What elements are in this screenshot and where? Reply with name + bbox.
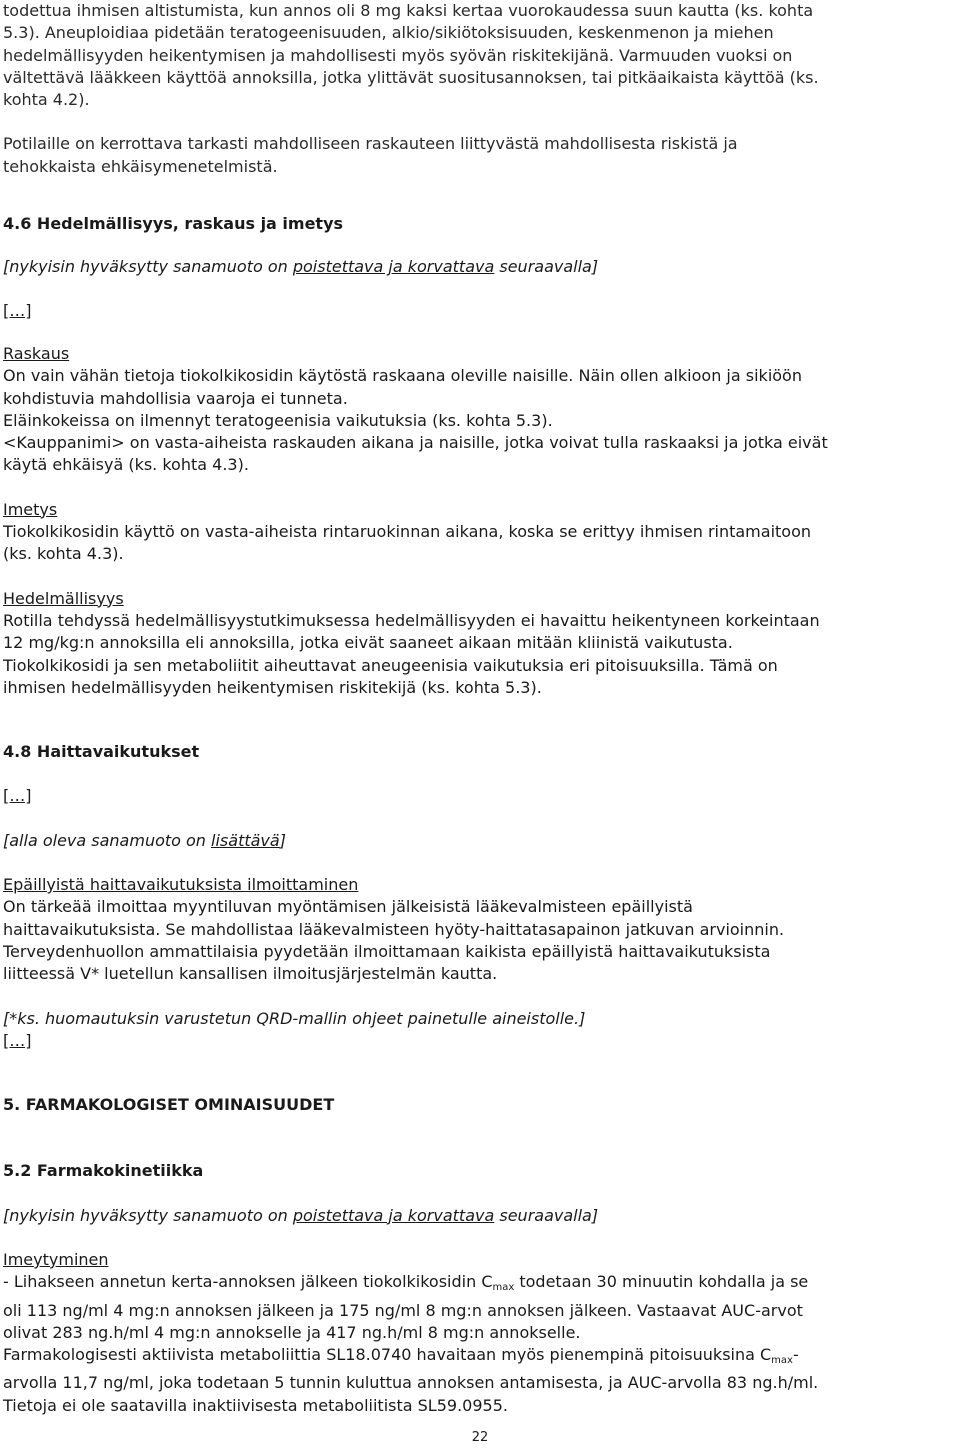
text-line: oli 113 ng/ml 4 mg:n annoksen jälkeen ja 175 ng/ml 8 mg:n annoksen jälkeen. Vastaavat AUC-arvot	[3, 1300, 803, 1320]
text-line: On tärkeää ilmoittaa myyntiluvan myöntämisen jälkeisistä lääkevalmisteen epäillyistä	[3, 897, 693, 917]
qrd-note: [*ks. huomautuksin varustetun QRD-mallin ohjeet painetulle aineistolle.]	[3, 1008, 586, 1028]
ellipsis-marker: […]	[3, 1030, 32, 1050]
section-number: 4.6	[3, 214, 32, 234]
editorial-instruction: [nykyisin hyväksytty sanamuoto on poistettava ja korvattava seuraavalla]	[3, 257, 599, 277]
text-line: liitteessä V* luetellun kansallisen ilmoitusjärjestelmän kautta.	[3, 964, 498, 984]
text-line: Rotilla tehdyssä hedelmällisyystutkimuksessa hedelmällisyyden ei havaittu heikentyneen korkeintaan	[3, 610, 820, 630]
text-line: olivat 283 ng.h/ml 4 mg:n annokselle ja 417 ng.h/ml 8 mg:n annokselle.	[3, 1322, 581, 1342]
text-line: kohdistuvia mahdollisia vaaroja ei tunneta.	[3, 388, 348, 408]
subheading-hedelmallisyys: Hedelmällisyys	[3, 588, 124, 608]
text-line: Farmakologisesti aktiivista metaboliittia SL18.0740 havaitaan myös pienempinä pitoisuuksina $C_{max}-$	[3, 1345, 799, 1367]
ellipsis-marker: […]	[3, 786, 32, 806]
text-line: 12 mg/kg:n annoksilla eli annoksilla, jotka eivät saaneet aikaan mitään kliinistä vaikutusta.	[3, 633, 733, 653]
editorial-instruction: [nykyisin hyväksytty sanamuoto on poistettava ja korvattava seuraavalla]	[3, 1205, 599, 1225]
section-heading-4-8	[3, 741, 957, 763]
section-title: Hedelmällisyys, raskaus ja imetys	[36, 214, 344, 234]
text-line: kohta 4.2).	[3, 90, 90, 110]
text-line: Potilaille on kerrottava tarkasti mahdolliseen raskauteen liittyvästä mahdollisesta riskistä ja	[3, 134, 738, 154]
subheading-reporting: Epäillyistä haittavaikutuksista ilmoittaminen	[3, 875, 359, 895]
intro-paragraph	[3, 0, 957, 111]
subheading-raskaus: Raskaus	[3, 343, 70, 363]
editorial-instruction: [alla oleva sanamuoto on lisättävä]	[3, 830, 286, 850]
text-line: käytä ehkäisyä (ks. kohta 4.3).	[3, 455, 249, 475]
section-number: 4.8	[3, 742, 32, 762]
text-line: 5.3). Aneuploidiaa pidetään teratogeenisuuden, alkio/sikiötoksisuuden, keskenmenon ja miehen	[3, 23, 774, 43]
text-line: Terveydenhuollon ammattilaisia pyydetään ilmoittamaan kaikista epäillyistä haittavaikutuksista	[3, 941, 771, 961]
text-line: - Lihakseen annetun kerta-annoksen jälkeen tiokolkikosidin $C_{max}$ todetaan 30 minuutin kohdalla ja se	[3, 1272, 809, 1294]
subheading-imeytyminen: Imeytyminen	[3, 1249, 109, 1269]
text-line: Tietoja ei ole saatavilla inaktiivisesta metaboliitista SL59.0955.	[3, 1395, 508, 1415]
text-line: todettua ihmisen altistumista, kun annos oli 8 mg kaksi kertaa vuorokaudessa suun kautta (ks. kohta	[3, 1, 814, 20]
text-line: Tiokolkikosidi ja sen metaboliitit aiheuttavat aneugeenisia vaikutuksia eri pitoisuuksilla. Tämä on	[3, 655, 778, 675]
text-line: Tiokolkikosidin käyttö on vasta-aiheista rintaruokinnan aikana, koska se erittyy ihmisen rintamaitoon	[3, 522, 812, 542]
text-line: tehokkaista ehkäisymenetelmistä.	[3, 156, 278, 176]
text-line: Eläinkokeissa on ilmennyt teratogeenisia vaikutuksia (ks. kohta 5.3).	[3, 410, 553, 430]
section-heading-5-2	[3, 1160, 957, 1182]
text-line: (ks. kohta 4.3).	[3, 544, 124, 564]
intro-paragraph-2	[3, 133, 957, 178]
section-title: Haittavaikutukset	[36, 742, 200, 762]
section-number: 5.2	[3, 1161, 32, 1181]
section-title: Farmakokinetiikka	[36, 1161, 204, 1181]
text-line: arvolla 11,7 ng/ml, joka todetaan 5 tunnin kuluttua annoksen antamisesta, ja AUC-arvolla 83 ng.h/ml.	[3, 1373, 819, 1393]
text-line: ihmisen hedelmällisyyden heikentymisen riskitekijä (ks. kohta 5.3).	[3, 677, 542, 697]
text-line: vältettävä lääkkeen käyttöä annoksilla, jotka ylittävät suositusannoksen, tai pitkäaikaista käyttöä (ks.	[3, 67, 819, 87]
text-line: On vain vähän tietoja tiokolkikosidin käytöstä raskaana oleville naisille. Näin ollen alkioon ja sikiöön	[3, 366, 802, 386]
section-heading-5: 5. FARMAKOLOGISET OMINAISUUDET	[3, 1095, 335, 1115]
document-page	[3, 0, 957, 1417]
text-line: hedelmällisyyden heikentymisen ja mahdollisesti myös syövän riskitekijänä. Varmuuden vuoksi on	[3, 45, 793, 65]
text-line: <Kauppanimi> on vasta-aiheista raskauden aikana ja naisille, jotka voivat tulla raskaaksi ja jotka eivät	[3, 433, 828, 453]
text-line: haittavaikutuksista. Se mahdollistaa lääkevalmisteen hyöty-haittatasapainon jatkuvan arvioinnin.	[3, 919, 785, 939]
page-number: 22	[471, 1430, 489, 1445]
subheading-imetys: Imetys	[3, 499, 58, 519]
section-heading-4-6	[3, 213, 957, 235]
ellipsis-marker: […]	[3, 300, 32, 320]
